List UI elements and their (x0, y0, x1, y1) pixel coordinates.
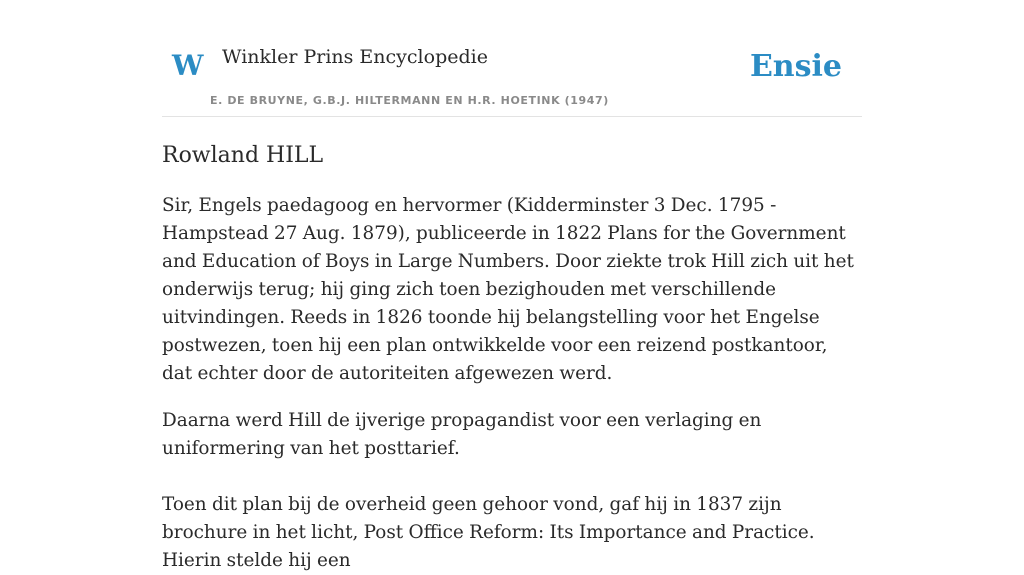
site-title[interactable]: Winkler Prins Encyclopedie (222, 46, 488, 68)
ensie-brand-link[interactable]: Ensie (749, 49, 842, 84)
article-paragraph-3: Toen dit plan bij de overheid geen gehoor vond, gaf hij in 1837 zijn brochure in het licht, Post Office Reform: Its Importance and Practice. Hierin stelde hij een (162, 494, 815, 572)
article-title: Rowland HILL (162, 143, 324, 168)
authors-line: E. DE BRUYNE, G.B.J. HILTERMANN EN H.R. HOETINK (1947) (210, 94, 609, 107)
article-paragraph-2: Daarna werd Hill de ijverige propagandist voor een verlaging en uniformering van het posttarief. (162, 410, 762, 460)
site-header (162, 0, 862, 117)
page (162, 0, 862, 575)
winkler-prins-logo[interactable]: W (172, 49, 204, 82)
article-paragraph-1: Sir, Engels paedagoog en hervormer (Kidderminster 3 Dec. 1795 - Hampstead 27 Aug. 1879), publiceerde in 1822 Plans for the Government and Education of Boys in Large Numbers. Door ziekte trok Hill zich uit het onderwijs terug; hij ging zich toen bezighouden met verschillende uitvindingen. Reeds in 1826 toonde hij belangstelling voor het Engelse postwezen, toen hij een plan ontwikkelde voor een reizend postkantoor, dat echter door de autoriteiten afgewezen werd. (162, 195, 854, 385)
